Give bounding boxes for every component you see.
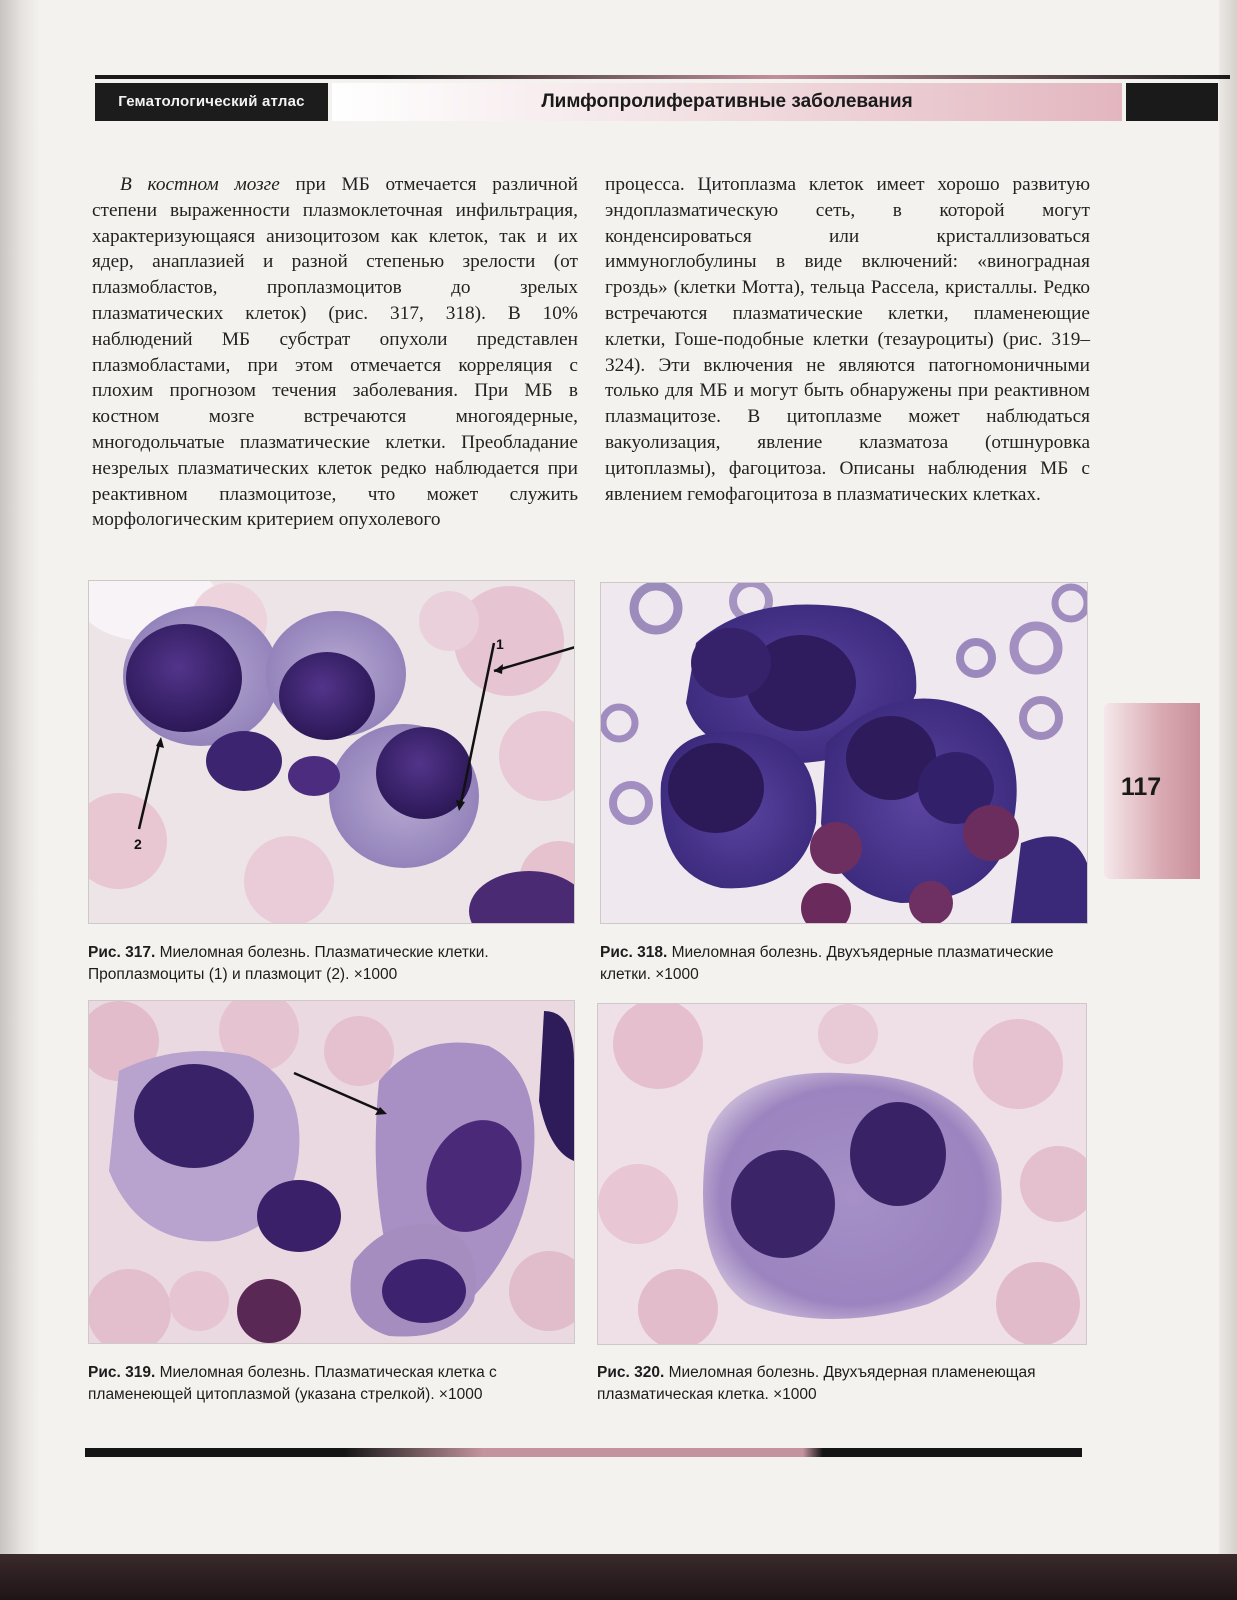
- lead-italic: В костном мозге: [120, 174, 280, 195]
- caption-text: Миеломная болезнь. Плазматическая клетка с пламенеющей цитоплазмой (указана стрелкой). ×1000: [88, 1364, 497, 1403]
- figure-320-image: [597, 1003, 1087, 1345]
- book-spine-shadow: [0, 0, 40, 1600]
- figure-317-image: [88, 580, 575, 924]
- page-bottom-edge: [0, 1554, 1237, 1600]
- running-head-section-title: Лимфопролиферативные заболевания: [332, 83, 1122, 121]
- paragraph-text: процесса. Цитоплазма клеток имеет хорошо развитую эндоплазматическую сеть, в которой могут конденсироваться или кристаллизоваться иммуноглобулины в виде включений: «виноградная гроздь» (клетки Мотта), тельца Рассела, кристаллы. Редко встречаются плазматические клетки, пламенеющие клетки, Гоше-подобные клетки (тезауроциты) (рис. 319–324). Эти включения не являются патогномоничными только для МБ и могут быть обнаружены при реактивном плазмацитозе. В цитоплазме может наблюдаться вакуолизация, явление клазматоза (отшнуровка цитоплазмы), фагоцитоза. Описаны наблюдения МБ с явлением гемофагоцитоза в плазматических клетках.: [605, 174, 1090, 505]
- caption-label: Рис. 319.: [88, 1364, 156, 1381]
- marker-2-label: 2: [134, 836, 142, 852]
- page-edge: [1219, 0, 1237, 1600]
- figure-318-image: [600, 582, 1088, 924]
- caption-label: Рис. 317.: [88, 944, 156, 961]
- caption-label: Рис. 318.: [600, 944, 668, 961]
- footer-rule: [85, 1448, 1082, 1457]
- paragraph: [92, 172, 578, 533]
- caption-text: Миеломная болезнь. Двухъядерная пламенеющая плазматическая клетка. ×1000: [597, 1364, 1036, 1403]
- header-black-block: [1126, 83, 1218, 121]
- header-rule: [95, 75, 1230, 79]
- running-head-book-title: Гематологический атлас: [95, 83, 328, 121]
- caption-text: Миеломная болезнь. Двухъядерные плазматические клетки. ×1000: [600, 944, 1054, 983]
- figure-319-image: [88, 1000, 575, 1344]
- figure-320-caption: [597, 1362, 1087, 1406]
- paragraph-text: при МБ отмечается различной степени выраженности плазмоклеточная инфильтрация, характеризующаяся анизоцитозом как клеток, так и их ядер, анаплазией и разной степенью зрелости (от плазмобластов, проплазмоцитов до зрелых плазматических клеток) (рис. 317, 318). В 10% наблюдений МБ субстрат опухоли представлен плазмобластами, при этом отмечается корреляция с плохим прогнозом течения заболевания. При МБ в костном мозге встречаются многоядерные, многодольчатые плазматические клетки. Преобладание незрелых плазматических клеток редко наблюдается при реактивном плазмоцитозе, что может служить морфологическим критерием опухолевого: [92, 174, 578, 531]
- caption-text: Миеломная болезнь. Плазматические клетки. Проплазмоциты (1) и плазмоцит (2). ×1000: [88, 944, 489, 983]
- caption-label: Рис. 320.: [597, 1364, 665, 1381]
- figure-319-caption: [88, 1362, 578, 1406]
- marker-1-label: 1: [496, 636, 504, 652]
- text-column-right: [605, 172, 1090, 507]
- figure-318-caption: [600, 942, 1090, 986]
- figure-317-caption: [88, 942, 578, 986]
- text-column-left: [92, 172, 578, 533]
- page-number: 117: [1120, 773, 1162, 801]
